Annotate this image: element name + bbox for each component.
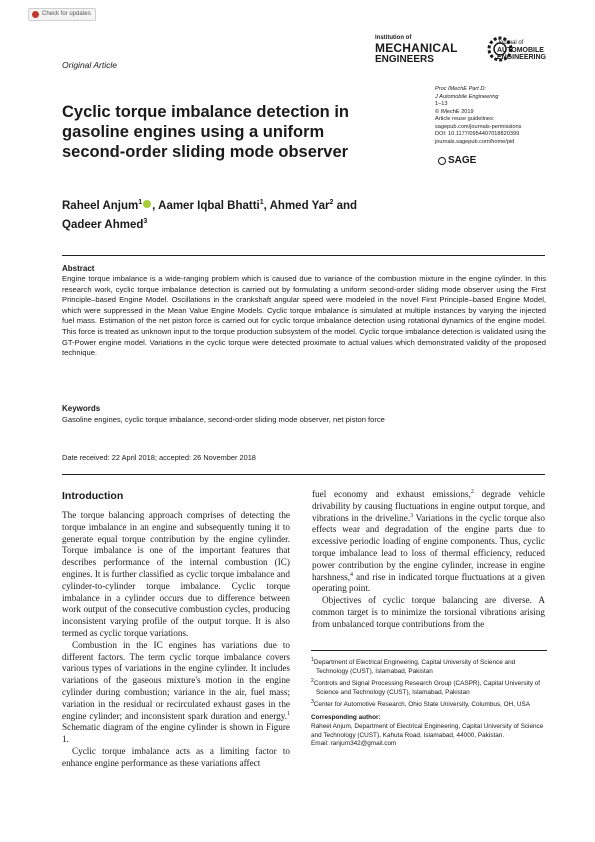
meta-journal-2: J Automobile Engineering	[435, 93, 499, 100]
date-received: Date received: 22 April 2018; accepted: 26 November 2018	[62, 453, 256, 462]
abstract-heading: Abstract	[62, 264, 95, 273]
affiliation-text: Controls and Signal Processing Research Group (CASPR), Capital University of Science and Technology (CUST), Islamabad, Pakistan	[313, 679, 541, 696]
article-title: Cyclic torque imbalance detection in gasoline engines using a uniform second-order sliding mode observer	[62, 103, 349, 161]
sage-mark-icon	[438, 157, 446, 165]
body-paragraph	[62, 640, 290, 746]
body-paragraph: Objectives of cyclic torque balancing are diverse. A common target is to minimize the torsional vibrations arising from unbalanced torque contributions from the	[312, 595, 545, 629]
body-column-right	[312, 489, 545, 631]
body-text: degrade vehicle drivability by causing fluctuations in engine output torque, and vibrations in the driveline.	[312, 489, 545, 523]
body-paragraph: Cyclic torque imbalance acts as a limiting factor to enhance engine performance as these variations affect	[62, 745, 290, 768]
author-list	[62, 195, 392, 233]
footnote-divider	[311, 650, 547, 651]
author-affiliation-sup: 1	[138, 199, 143, 206]
body-text: Schematic diagram of the engine cylinder is shown in Figure 1.	[62, 722, 290, 745]
meta-journal-url[interactable]: journals.sagepub.com/home/pid	[435, 138, 515, 145]
author-name: , Ahmed Yar	[263, 199, 330, 212]
affiliation-sup: 1	[311, 657, 314, 663]
citation-sup[interactable]: 4	[350, 571, 354, 578]
divider	[62, 474, 545, 475]
corresponding-author-email[interactable]: Email: ranjum342@gmail.com	[311, 740, 397, 748]
author-conjunction: and	[333, 199, 358, 212]
meta-doi[interactable]: DOI: 10.1177/0954407018820399	[435, 131, 520, 137]
affiliation-sup: 3	[311, 698, 314, 705]
affiliation-item	[311, 677, 547, 697]
article-type: Original Article	[62, 60, 117, 70]
journal-logo-line1: Journal of	[497, 40, 524, 46]
journal-logo-line2: AUTOMOBILE	[497, 47, 544, 54]
abstract-text: Engine torque imbalance is a wide-ranging problem which is caused due to variance of the combustion mixture in the engine cylinder. In this research work, cyclic torque imbalance detection is carried out by formulating a uniform second-order sliding mode observer using the First Principle–based Engine Model. Oscillations in the crankshaft angular speed were modeled in the novel First Principle–based Engine Model, which were suppressed in the Mean Value Engine Models. Cyclic torque imbalance is simulated at multiple instances by varying the injected fuel mass. Estimation of the net piston force is carried out for cyclic torque imbalance detection using rotational dynamics of the engine model. This force is treated as unknown input to the torque production subsystem of the model. Cyclic torque imbalance detection is validated using the GT-Power engine model. Variations in the cyclic torque were detected proximate to actual values which demonstrated validity of the proposed technique.	[62, 274, 546, 358]
affiliation-item	[311, 656, 547, 676]
imeche-logo	[375, 34, 463, 70]
meta-pages: 1–13	[435, 101, 448, 107]
meta-reuse-link[interactable]: sagepub.com/journals-permissions	[435, 123, 522, 130]
author-name: , Aamer Iqbal Bhatti	[152, 199, 260, 212]
imeche-logo-bot: ENGINEERS	[375, 54, 434, 65]
meta-copyright: © IMechE 2019	[435, 108, 474, 115]
divider	[62, 255, 545, 256]
journal-logo	[497, 40, 557, 61]
citation-sup[interactable]: 2	[470, 488, 474, 495]
corresponding-author-text: Raheel Anjum, Department of Electrical Engineering, Capital University of Science and Technology (CUST), Kahuta Road, Islamabad, 44000, Pakistan.	[311, 722, 544, 739]
orcid-icon[interactable]	[143, 200, 151, 208]
citation-sup[interactable]: 1	[287, 710, 290, 717]
body-paragraph: The torque balancing approach comprises of detecting the torque imbalance in an engine and subsequently tuning it to generate equal torque contribution by the engine cylinder. Torque imbalance is one of the important features that describes performance of the internal combustion (IC) engines. It is further classified as cyclic torque imbalance and cylinder-to-cylinder torque imbalance. Cyclic torque imbalance in a cylinder occurs due to difference between work output of the consecutive combustion cycles, producing inconsistent varying profile of the output torque. It is also termed as cyclic torque variations.	[62, 510, 290, 638]
imeche-logo-mid: MECHANICAL	[375, 41, 458, 55]
author-affiliation-sup: 3	[143, 217, 148, 225]
crossmark-icon	[32, 11, 39, 18]
author-affiliation-sup: 2	[329, 199, 334, 206]
body-text: Variations in the cyclic torque also effects wear and degradation of the engine parts due to excessive periodic loading of engine components. Thus, cyclic torque imbalance lead to loss of thermal efficiency, reduced power contribution by the engine cylinder, increase in engine harshness,	[312, 512, 545, 582]
author-name: Qadeer Ahmed	[62, 218, 144, 231]
keywords-text: Gasoline engines, cyclic torque imbalance, second-order sliding mode observer, net piston force	[62, 415, 385, 424]
check-for-updates-label: Check for updates	[42, 11, 91, 17]
meta-reuse-1: Article reuse guidelines:	[435, 116, 495, 122]
affiliations-block	[311, 656, 547, 749]
introduction-heading: Introduction	[62, 490, 124, 502]
sage-logo	[438, 155, 476, 166]
citation-sup[interactable]: 3	[410, 512, 414, 519]
body-paragraph	[312, 489, 545, 595]
body-text: and rise in indicated torque fluctuations at a given operating point.	[312, 571, 545, 594]
journal-logo-line3: ENGINEERING	[497, 54, 547, 61]
check-for-updates-badge[interactable]	[28, 8, 96, 21]
keywords-heading: Keywords	[62, 404, 101, 413]
affiliation-item	[311, 698, 547, 710]
affiliation-text: Center for Automotive Research, Ohio State University, Columbus, OH, USA	[313, 700, 530, 708]
body-text: fuel economy and exhaust emissions,	[312, 489, 471, 499]
author-affiliation-sup: 1	[259, 199, 264, 206]
affiliation-text: Department of Electrical Engineering, Capital University of Science and Technology (CUST), Islamabad, Pakistan	[313, 659, 516, 675]
imeche-logo-top: Institution of	[375, 35, 412, 41]
sage-logo-text: SAGE	[448, 155, 477, 166]
author-name: Raheel Anjum	[62, 199, 139, 212]
corresponding-author-heading: Corresponding author:	[311, 714, 381, 722]
article-metadata	[435, 86, 565, 146]
body-text: Combustion in the IC engines has variations due to different factors. The term cyclic torque imbalance covers various types of variations in the engine cylinder. It includes variations of the gaseous mixture's motion in the engine cylinder during combustion; variance in the air, fuel mass; variation in the residual or recirculated exhaust gases in the engine cylinder; and inconsistent spark duration and energy.	[62, 639, 290, 721]
meta-journal-1: Proc IMechE Part D:	[435, 86, 486, 92]
affiliation-sup: 2	[311, 677, 314, 684]
body-column-left	[62, 510, 290, 770]
